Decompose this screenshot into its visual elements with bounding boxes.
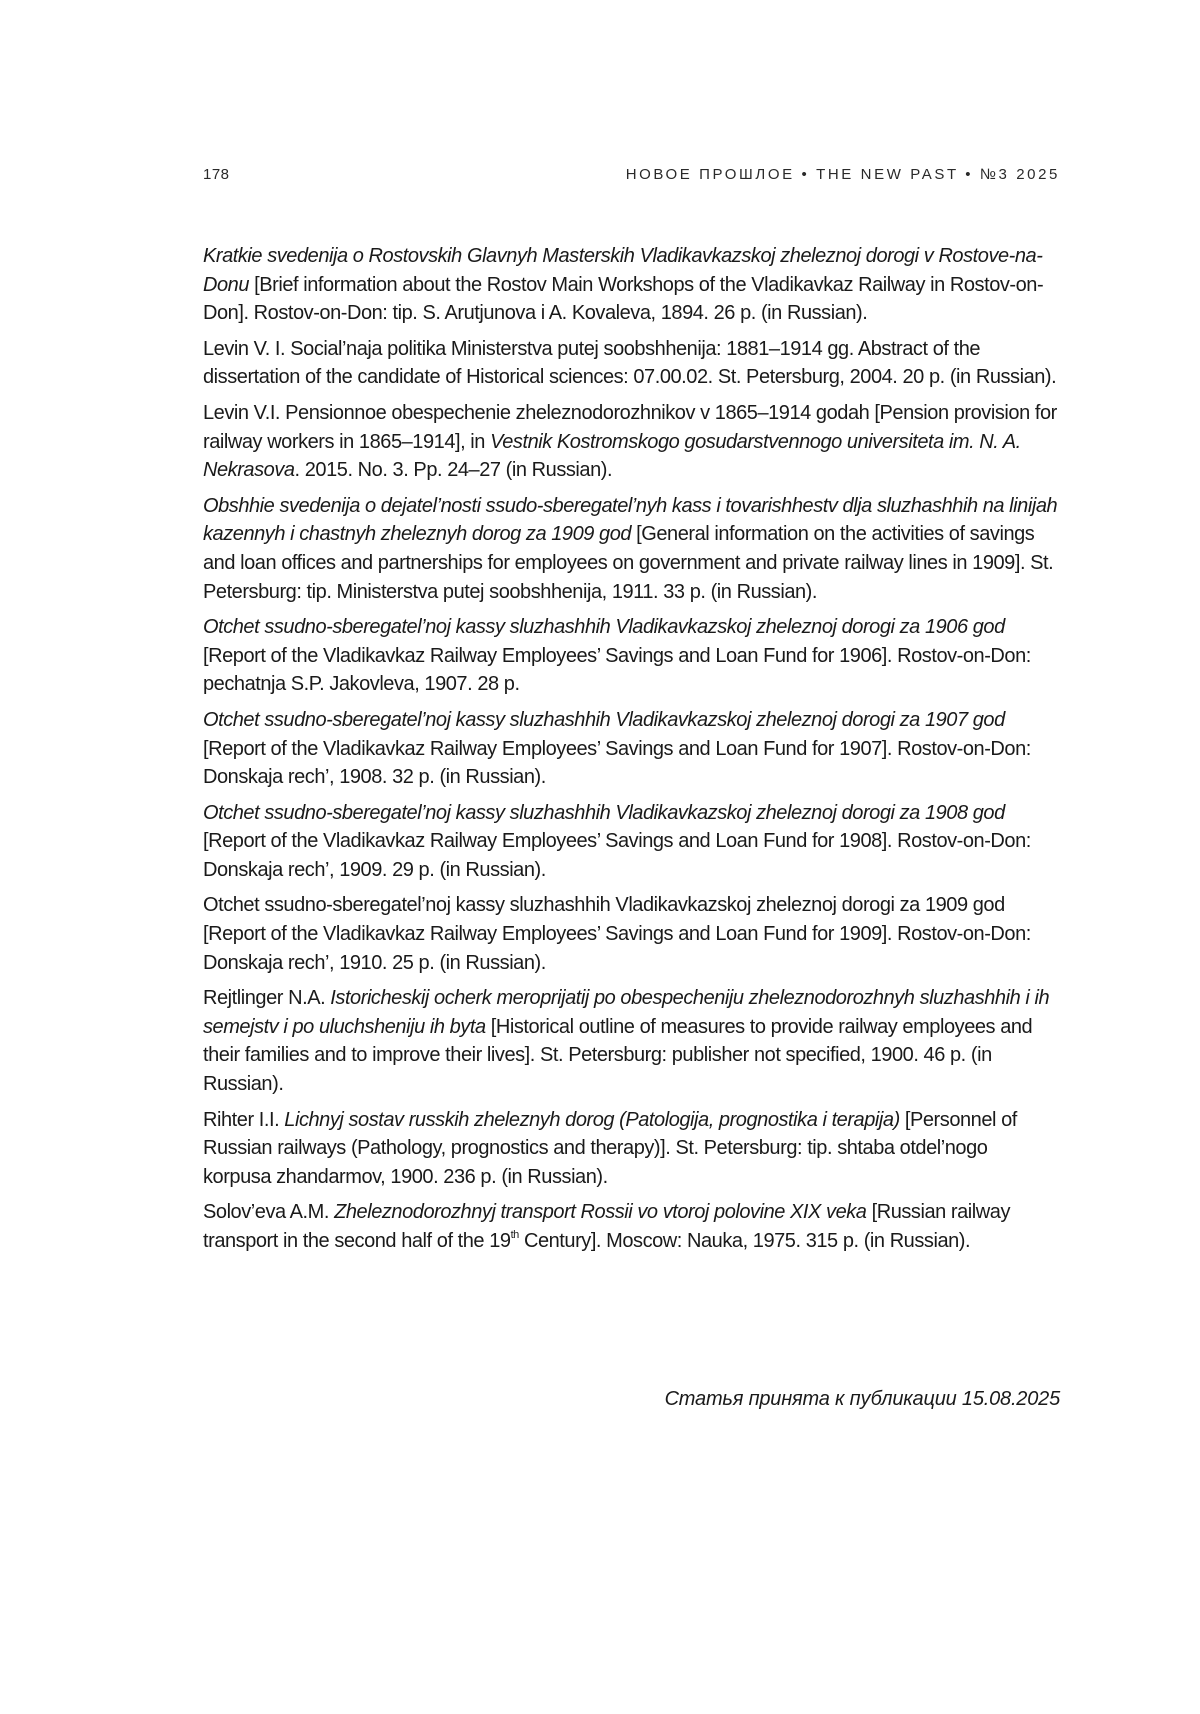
reference-list [203,242,1060,1263]
reference-details: [Personnel of Russian railways (Pathology, prognostics and therapy)]. St. Petersburg: tip. shtaba otdel’nogo korpusa zhandarmov, 1900. 236 p. (in Russian). [203,1108,1017,1188]
reference-entry [203,242,1060,328]
reference-entry [203,799,1060,885]
reference-author: Rihter I.I. [203,1108,285,1131]
reference-details: . 2015. No. 3. Pp. 24–27 (in Russian). [294,459,613,482]
reference-title: Kratkie svedenija o Rostovskih Glavnyh Masterskih Vladikavkazskoj zheleznoj dorogi v Rostove-na-Donu [203,245,1043,296]
reference-entry [203,1106,1060,1192]
reference-entry [203,706,1060,792]
reference-author: Solov’eva A.M. [203,1201,335,1224]
reference-entry [203,984,1060,1098]
reference-details: [Report of the Vladikavkaz Railway Employees’ Savings and Loan Fund for 1907]. Rostov-on-Don: Donskaja rech’, 1908. 32 p. (in Russian). [203,737,1031,789]
reference-entry [203,891,1060,977]
page-number: 178 [203,166,230,183]
reference-details: [Brief information about the Rostov Main Workshops of the Vladikavkaz Railway in Rostov-on-Don]. Rostov-on-Don: tip. S. Arutjunova i A. Kovaleva, 1894. 26 p. (in Russian). [203,273,1044,325]
reference-details: [Russian railway transport in the second half of the 19 [203,1201,1010,1252]
acceptance-note: Статья принята к публикации 15.08.2025 [664,1388,1060,1410]
reference-title: Otchet ssudno-sberegatel’noj kassy sluzhashhih Vladikavkazskoj zheleznoj dorogi za 1907 god [203,708,1005,731]
reference-entry [203,492,1060,606]
ordinal-suffix: th [510,1229,519,1241]
reference-details: Levin V.I. Pensionnoe obespechenie zheleznodorozhnikov v 1865–1914 godah [Pension provision for railway workers in 1865–1914], in [203,401,1057,453]
reference-journal: Vestnik Kostromskogo gosudarstvennogo universiteta im. N. A. Nekrasova [203,430,1021,482]
reference-details: Otchet ssudno-sberegatel’noj kassy sluzhashhih Vladikavkazskoj zheleznoj dorogi za 1909 god [Report of the Vladikavkaz Railway Employees’ Savings and Loan Fund for 1909]. Rostov-on-Don: Donskaja rech’, 1910. 25 p. (in Russian). [203,894,1031,974]
reference-author: Rejtlinger N.A. [203,987,331,1010]
reference-title: Zheleznodorozhnyj transport Rossii vo vtoroj polovine XIX veka [334,1201,867,1224]
reference-details: [General information on the activities of savings and loan offices and partnerships for employees on government and private railway lines in 1909]. St. Petersburg: tip. Ministerstva putej soobshhenija, 1911. 33 p. (in Russian). [203,523,1054,603]
reference-entry [203,335,1060,392]
reference-details: [Report of the Vladikavkaz Railway Employees’ Savings and Loan Fund for 1908]. Rostov-on-Don: Donskaja rech’, 1909. 29 p. (in Russian). [203,830,1031,881]
reference-details: Levin V. I. Social’naja politika Ministerstva putej soobshhenija: 1881–1914 gg. Abstract of the dissertation of the candidate of Historical sciences: 07.00.02. St. Petersburg, 2004. 20 p. (in Russian). [203,337,1057,389]
running-head: НОВОЕ ПРОШЛОЕ • THE NEW PAST • №3 2025 [625,166,1060,183]
reference-title: Lichnyj sostav russkih zheleznyh dorog (Patologija, prognostika i terapija) [284,1108,900,1131]
reference-details: Century]. Moscow: Nauka, 1975. 315 p. (in Russian). [518,1230,971,1252]
page-header [203,166,1060,188]
reference-title: Otchet ssudno-sberegatel’noj kassy sluzhashhih Vladikavkazskoj zheleznoj dorogi za 1906 god [203,616,1005,639]
reference-details: [Historical outline of measures to provide railway employees and their families and to improve their lives]. St. Petersburg: publisher not specified, 1900. 46 p. (in Russian). [203,1015,1033,1096]
reference-details: [Report of the Vladikavkaz Railway Employees’ Savings and Loan Fund for 1906]. Rostov-on-Don: pechatnja S.P. Jakovleva, 1907. 28 p. [203,644,1031,696]
reference-title: Istoricheskij ocherk meroprijatij po obespecheniju zheleznodorozhnyh sluzhashhih i ih semejstv i po uluchsheniju ih byta [203,987,1050,1038]
reference-entry [203,399,1060,485]
reference-title: Obshhie svedenija o dejatel’nosti ssudo-sberegatel’nyh kass i tovarishhestv dlja sluzhashhih na linijah kazennyh i chastnyh zheleznyh dorog za 1909 god [203,494,1058,546]
reference-entry [203,1198,1060,1255]
reference-title: Otchet ssudno-sberegatel’noj kassy sluzhashhih Vladikavkazskoj zheleznoj dorogi za 1908 god [203,801,1005,824]
reference-entry [203,613,1060,699]
